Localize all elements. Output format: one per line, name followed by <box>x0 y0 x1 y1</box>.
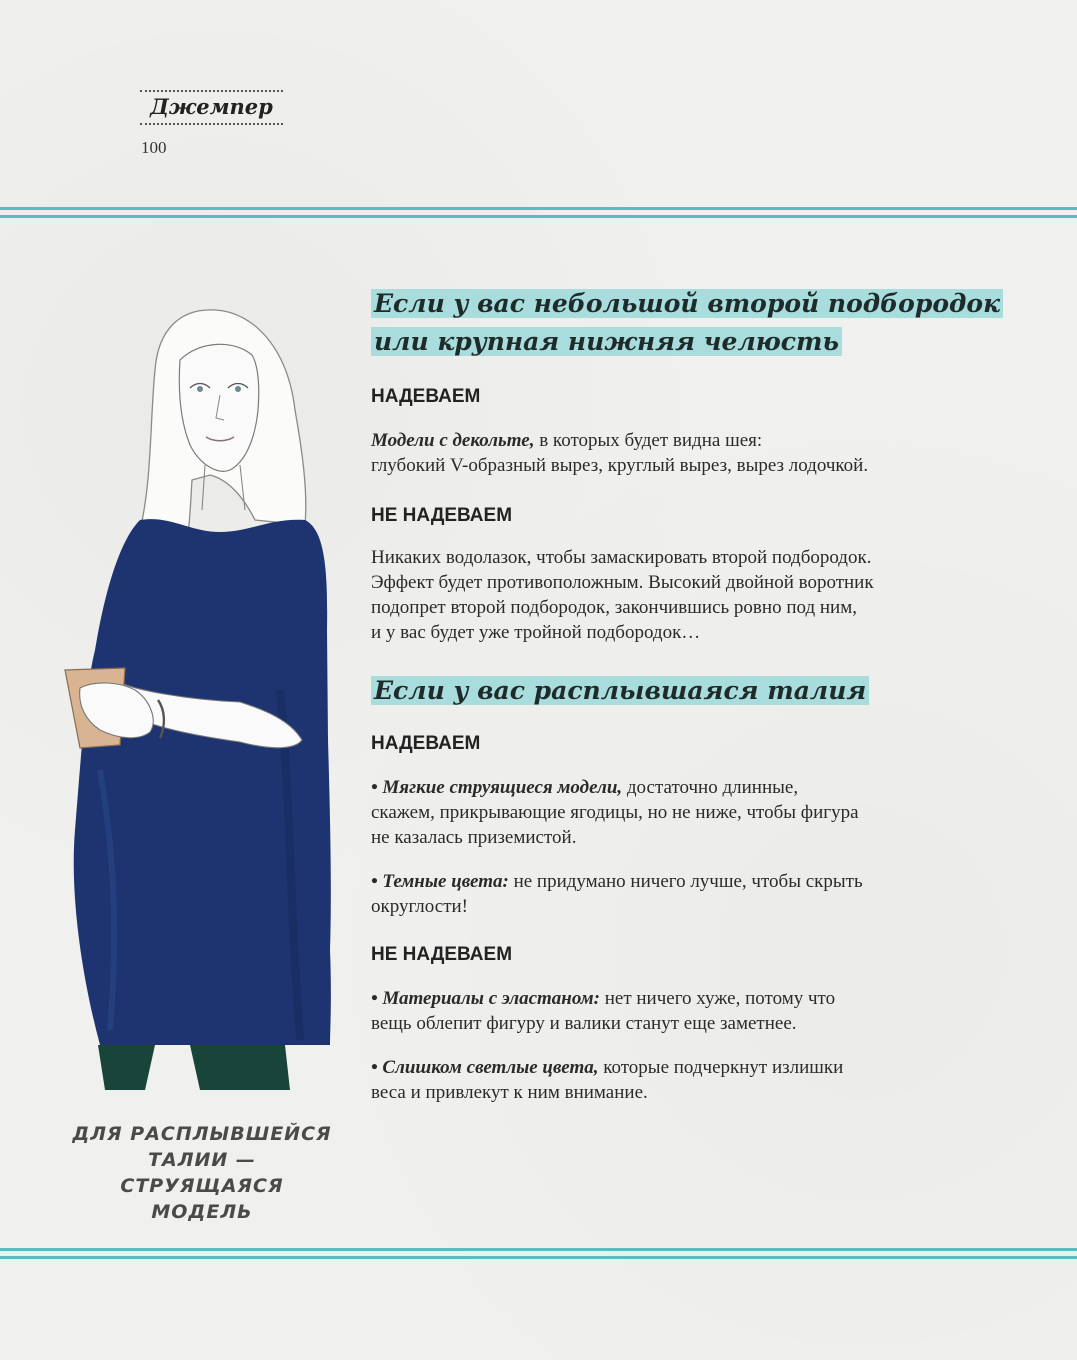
section2-item1-line3: не казалась приземистой. <box>371 827 577 848</box>
section2-heading-text: Если у вас расплывшаяся талия <box>371 676 869 705</box>
illustration-caption <box>72 1121 332 1225</box>
section1-dont-line2: Эффект будет противоположным. Высокий двойной воротник <box>371 572 874 593</box>
right-pupil <box>235 386 241 392</box>
section1-dont-label: НЕ НАДЕВАЕМ <box>371 505 513 526</box>
section2-item4-emphasis: • Слишком светлые цвета, <box>371 1057 599 1078</box>
bottom-stripe-2 <box>0 1256 1077 1259</box>
right-leg <box>190 1045 290 1090</box>
section1-wear-label: НАДЕВАЕМ <box>371 386 481 407</box>
section1-dont-text <box>371 545 971 645</box>
section2-heading <box>371 672 869 710</box>
section1-wear-line1: в которых будет видна шея: <box>534 430 763 451</box>
woman-illustration <box>40 270 350 1100</box>
section1-heading-line2: или крупная нижняя челюсть <box>371 327 842 356</box>
section2-dont-label: НЕ НАДЕВАЕМ <box>371 944 513 965</box>
section1-wear-text <box>371 428 971 478</box>
caption-line1: ДЛЯ РАСПЛЫВШЕЙСЯ <box>72 1123 332 1145</box>
section1-dont-line1: Никаких водолазок, чтобы замаскировать второй подбородок. <box>371 547 872 568</box>
section2-item1 <box>371 775 971 850</box>
top-stripe-1 <box>0 207 1077 210</box>
section2-item2 <box>371 869 971 919</box>
section1-heading-line1: Если у вас небольшой второй подбородок <box>371 289 1003 318</box>
header-title: Джемпер <box>150 94 273 119</box>
section2-item2-line2: округлости! <box>371 896 468 917</box>
section2-item1-line2: скажем, прикрывающие ягодицы, но не ниже, чтобы фигура <box>371 802 859 823</box>
caption-line2: ТАЛИИ — <box>148 1149 256 1171</box>
caption-line3: СТРУЯЩАЯСЯ МОДЕЛЬ <box>120 1175 284 1223</box>
section2-item4 <box>371 1055 971 1105</box>
section2-item2-line1: не придумано ничего лучше, чтобы скрыть <box>508 871 863 892</box>
section1-heading <box>371 285 1003 361</box>
left-leg <box>98 1045 155 1090</box>
page-number: 100 <box>141 138 167 157</box>
section2-item2-emphasis: • Темные цвета: <box>371 871 509 892</box>
section2-item4-line2: веса и привлекут к ним внимание. <box>371 1082 648 1103</box>
section2-item4-line1: которые подчеркнут излишки <box>598 1057 844 1078</box>
section1-wear-emphasis: Модели с декольте, <box>371 430 535 451</box>
section2-item3-line2: вещь облепит фигуру и валики станут еще заметнее. <box>371 1013 797 1034</box>
section1-wear-line2: глубокий V-образный вырез, круглый вырез, вырез лодочкой. <box>371 455 869 476</box>
left-pupil <box>197 386 203 392</box>
bottom-stripe-1 <box>0 1248 1077 1251</box>
section2-item3-emphasis: • Материалы с эластаном: <box>371 988 600 1009</box>
section2-item3 <box>371 986 971 1036</box>
section2-item3-line1: нет ничего хуже, потому что <box>599 988 836 1009</box>
header-rule-top <box>140 90 283 92</box>
running-header <box>140 88 283 130</box>
section2-item1-emphasis: • Мягкие струящиеся модели, <box>371 777 623 798</box>
header-rule-bottom <box>140 123 283 125</box>
section1-dont-line4: и у вас будет уже тройной подбородок… <box>371 622 701 643</box>
section2-item1-line1: достаточно длинные, <box>622 777 799 798</box>
section1-dont-line3: подопрет второй подбородок, закончившись ровно под ним, <box>371 597 857 618</box>
section2-wear-label: НАДЕВАЕМ <box>371 733 481 754</box>
top-stripe-2 <box>0 215 1077 218</box>
